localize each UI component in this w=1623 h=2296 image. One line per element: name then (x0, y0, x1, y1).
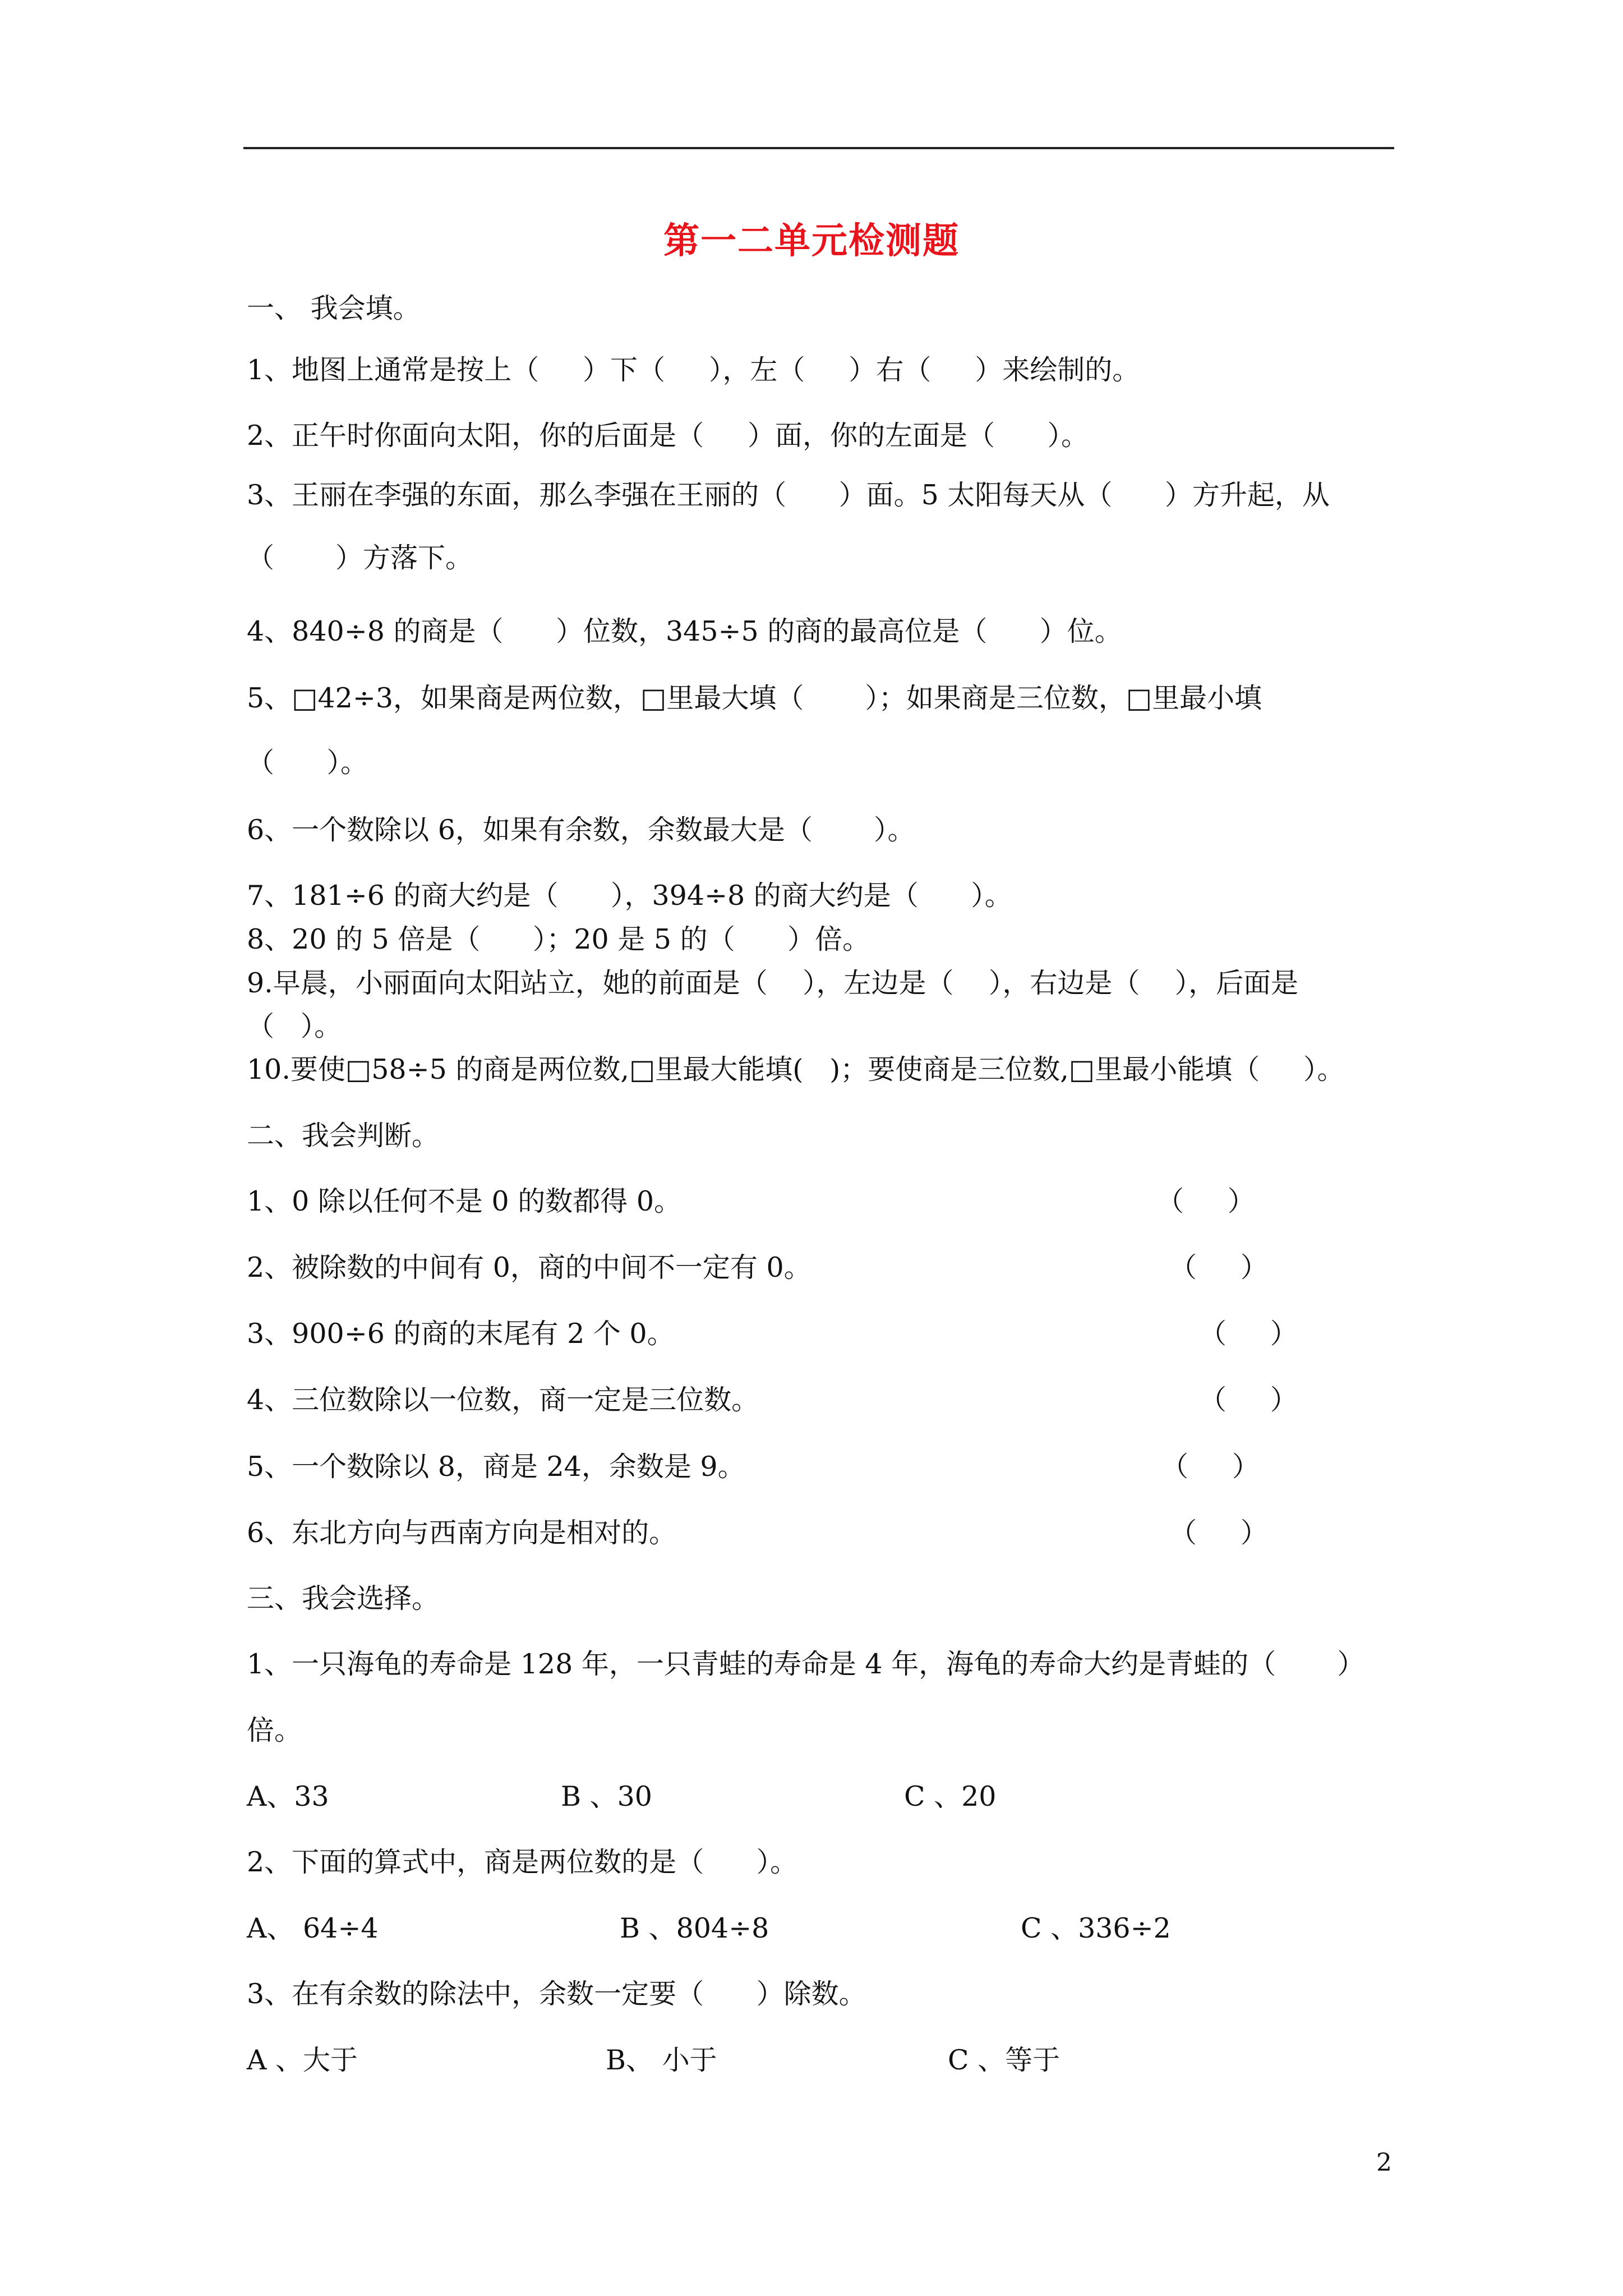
section-3-heading: 三、我会选择。 (247, 1582, 440, 1614)
fill-item-3: 3、王丽在李强的东面，那么李强在王丽的（ ）面。5 太阳每天从（ ）方升起，从 (247, 479, 1330, 511)
fill-item-8: 8、20 的 5 倍是（ ）；20 是 5 的（ ）倍。 (247, 923, 870, 955)
judge-item-1-mark: （ ） (1156, 1185, 1255, 1217)
judge-item-6: 6、东北方向与西南方向是相对的。 (247, 1517, 677, 1549)
judge-item-2-mark: （ ） (1169, 1251, 1268, 1283)
fill-item-9-cont: （ ）。 (247, 1010, 342, 1042)
choice-q2-option-a: A、 64÷4 (247, 1912, 379, 1944)
fill-item-1: 1、地图上通常是按上（ ）下（ ），左（ ）右（ ）来绘制的。 (247, 354, 1140, 386)
fill-item-4: 4、840÷8 的商是（ ）位数，345÷5 的商的最高位是（ ）位。 (247, 615, 1122, 647)
judge-item-4: 4、三位数除以一位数，商一定是三位数。 (247, 1384, 759, 1416)
judge-item-3-mark: （ ） (1199, 1318, 1298, 1350)
fill-item-10: 10.要使□58÷5 的商是两位数,□里最大能填( )；要使商是三位数,□里最小能填（ ）。 (247, 1053, 1345, 1085)
choice-q3: 3、在有余数的除法中，余数一定要（ ）除数。 (247, 1978, 866, 2010)
judge-item-2: 2、被除数的中间有 0，商的中间不一定有 0。 (247, 1251, 811, 1283)
fill-item-5-cont: （ ）。 (247, 747, 368, 779)
choice-q3-option-a: A 、大于 (247, 2044, 358, 2076)
section-2-heading: 二、我会判断。 (247, 1120, 440, 1152)
choice-q1-option-b: B 、30 (561, 1780, 652, 1812)
judge-item-1: 1、0 除以任何不是 0 的数都得 0。 (247, 1185, 682, 1217)
choice-q2: 2、下面的算式中，商是两位数的是（ ）。 (247, 1846, 798, 1878)
page-title: 第一二单元检测题 (663, 220, 960, 262)
page-number: 2 (1376, 2148, 1392, 2177)
choice-q1-option-a: A、33 (247, 1780, 329, 1812)
fill-item-9: 9.早晨，小丽面向太阳站立，她的前面是（ ），左边是（ ），右边是（ ），后面是 (247, 967, 1299, 999)
fill-item-6: 6、一个数除以 6，如果有余数，余数最大是（ ）。 (247, 814, 915, 846)
choice-q1: 1、一只海龟的寿命是 128 年，一只青蛙的寿命是 4 年，海龟的寿命大约是青蛙的（ ） (247, 1648, 1365, 1680)
choice-q1-option-c: C 、20 (904, 1780, 997, 1812)
choice-q3-option-b: B、 小于 (606, 2044, 717, 2076)
fill-item-5: 5、□42÷3，如果商是两位数，□里最大填（ ）；如果商是三位数，□里最小填 (247, 682, 1262, 714)
section-1-heading: 一、 我会填。 (247, 292, 421, 324)
fill-item-3-cont: （ ）方落下。 (247, 542, 473, 574)
choice-q3-option-c: C 、等于 (948, 2044, 1061, 2076)
header-rule (243, 147, 1394, 149)
choice-q2-option-c: C 、336÷2 (1021, 1912, 1171, 1944)
fill-item-2: 2、正午时你面向太阳，你的后面是（ ）面，你的左面是（ ）。 (247, 420, 1089, 452)
judge-item-5: 5、一个数除以 8，商是 24，余数是 9。 (247, 1451, 745, 1483)
judge-item-5-mark: （ ） (1161, 1451, 1260, 1483)
judge-item-4-mark: （ ） (1199, 1384, 1298, 1416)
fill-item-7: 7、181÷6 的商大约是（ ），394÷8 的商大约是（ ）。 (247, 880, 1012, 912)
judge-item-3: 3、900÷6 的商的末尾有 2 个 0。 (247, 1318, 675, 1350)
judge-item-6-mark: （ ） (1169, 1517, 1268, 1549)
choice-q2-option-b: B 、804÷8 (620, 1912, 769, 1944)
choice-q1-cont: 倍。 (247, 1714, 302, 1746)
